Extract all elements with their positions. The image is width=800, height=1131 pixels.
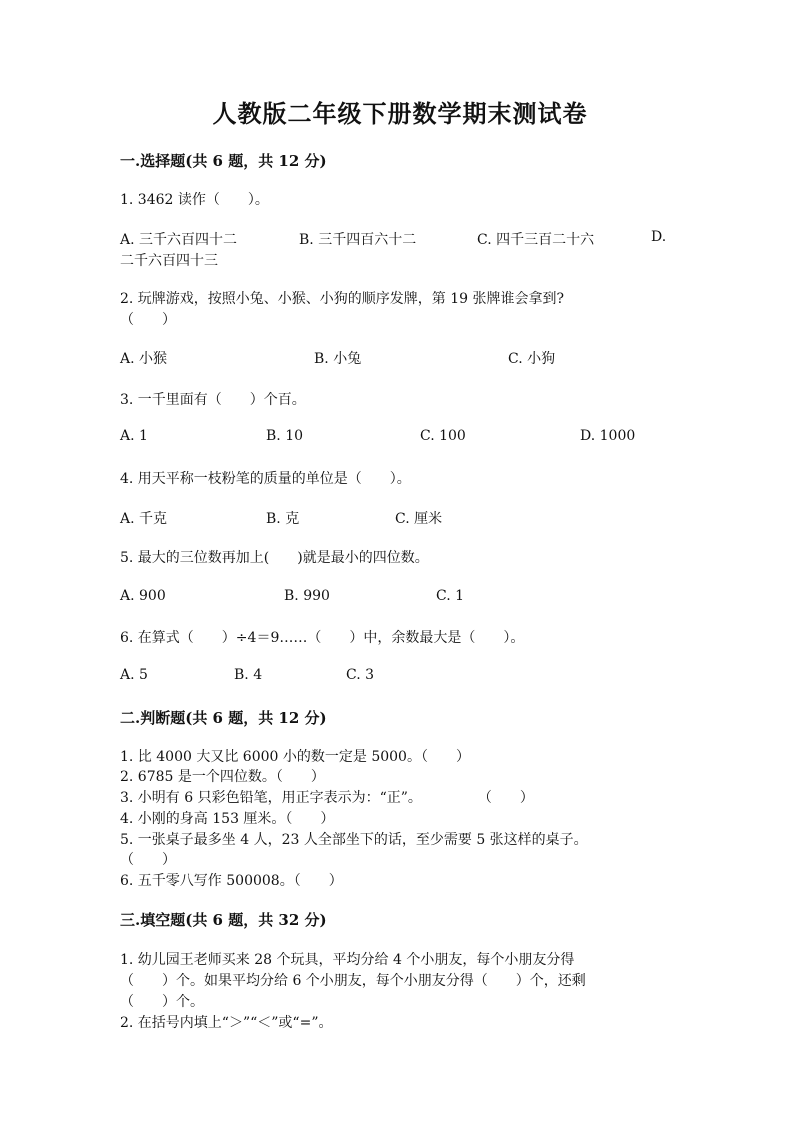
question-3-option-c: C. 100 [420,428,466,444]
question-2-stem: 2. 玩牌游戏，按照小兔、小猴、小狗的顺序发牌，第 19 张牌谁会拿到? [120,291,565,307]
question-5-option-c: C. 1 [436,588,465,604]
section-heading-judgement: 二.判断题(共 6 题，共 12 分) [120,709,327,727]
question-3-option-a: A. 1 [120,428,148,444]
question-5-option-a: A. 900 [120,588,166,604]
question-1-stem: 1. 3462 读作（ ）。 [120,192,269,208]
question-4-option-c: C. 厘米 [395,511,443,527]
question-5-option-b: B. 990 [284,588,330,604]
question-1-option-b: B. 三千四百六十二 [299,232,417,248]
question-1-option-d-text: 二千六百四十三 [120,253,218,269]
judgement-item: 6. 五千零八写作 500008。（ ） [120,873,343,889]
judgement-item: 5. 一张桌子最多坐 4 人，23 人全部坐下的话，至少需要 5 张这样的桌子。 [120,832,588,848]
question-2-option-c: C. 小狗 [508,351,556,367]
question-3-stem: 3. 一千里面有（ ）个百。 [120,392,306,408]
question-4-option-b: B. 克 [266,511,300,527]
question-1-option-c: C. 四千三百二十六 [477,232,595,248]
question-2-stem-cont: （ ） [120,312,176,328]
question-6-option-c: C. 3 [346,667,375,683]
question-1-option-d: D. [651,229,667,245]
question-1-option-a: A. 三千六百四十二 [120,232,238,248]
judgement-item: 2. 6785 是一个四位数。（ ） [120,769,325,785]
question-5-stem: 5. 最大的三位数再加上( )就是最小的四位数。 [120,550,429,566]
question-6-option-b: B. 4 [234,667,263,683]
question-4-stem: 4. 用天平称一枝粉笔的质量的单位是（ ）。 [120,471,411,487]
judgement-item: 3. 小明有 6 只彩色铅笔，用正字表示为：“正”。 （ ） [120,790,534,806]
question-3-option-b: B. 10 [266,428,304,444]
section-heading-fill-blank: 三.填空题(共 6 题，共 32 分) [120,911,327,929]
section-heading-choice: 一.选择题(共 6 题，共 12 分) [120,152,327,170]
fill-blank-line: 1. 幼儿园王老师买来 28 个玩具，平均分给 4 个小朋友，每个小朋友分得 [120,952,575,968]
judgement-item: 4. 小刚的身高 153 厘米。（ ） [120,811,335,827]
question-2-option-a: A. 小猴 [120,351,168,367]
question-3-option-d: D. 1000 [580,428,636,444]
fill-blank-line: 2. 在括号内填上“＞”“＜”或“=”。 [120,1015,333,1031]
judgement-item: 1. 比 4000 大又比 6000 小的数一定是 5000。（ ） [120,749,470,765]
question-2-option-b: B. 小兔 [314,351,362,367]
fill-blank-line: （ ）个。如果平均分给 6 个小朋友，每个小朋友分得（ ）个，还剩 [120,973,586,989]
judgement-item-cont: （ ） [120,852,176,868]
page-title: 人教版二年级下册数学期末测试卷 [212,99,588,128]
question-4-option-a: A. 千克 [120,511,168,527]
question-6-stem: 6. 在算式（ ）÷4＝9……（ ）中，余数最大是（ ）。 [120,630,525,646]
fill-blank-line: （ ）个。 [120,994,204,1010]
question-6-option-a: A. 5 [120,667,148,683]
